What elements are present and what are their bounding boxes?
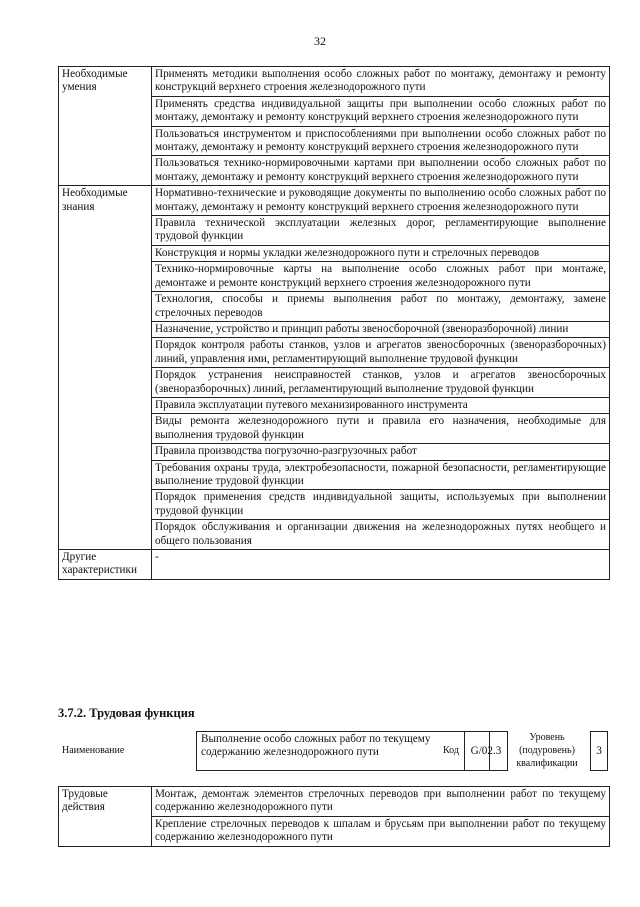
knowledge-item: Правила эксплуатации путевого механизированного инструмента xyxy=(152,397,610,413)
knowledge-item: Порядок контроля работы станков, узлов и агрегатов звеносборочных (звеноразборочных) линий, управления ими, регламентирующий выполнение трудовой функции xyxy=(152,338,610,368)
skill-item: Применять средства индивидуальной защиты при выполнении особо сложных работ по монтажу, демонтажу и ремонту конструкций верхнего строения железнодорожного пути xyxy=(152,96,610,126)
knowledge-item: Технология, способы и приемы выполнения работ по монтажу, демонтажу, замене стрелочных переводов xyxy=(152,292,610,322)
knowledge-item: Правила технической эксплуатации железных дорог, регламентирующие выполнение трудовой функции xyxy=(152,216,610,246)
actions-label: Трудовые действия xyxy=(59,787,152,847)
level-label: Уровень (подуровень) квалификации xyxy=(516,732,578,769)
knowledge-item: Порядок обслуживания и организации движения на железнодорожных путях необщего и общего пользования xyxy=(152,520,610,550)
skill-item: Применять методики выполнения особо сложных работ по монтажу, демонтажу и ремонту конструкций верхнего строения железнодорожного пути xyxy=(152,67,610,97)
action-item: Монтаж, демонтаж элементов стрелочных переводов при выполнении работ по текущему содержанию железнодорожного пути xyxy=(152,787,610,817)
actions-table xyxy=(58,786,610,847)
knowledge-item: Требования охраны труда, электробезопасности, пожарной безопасности, регламентирующие выполнение трудовой функции xyxy=(152,460,610,490)
action-item: Крепление стрелочных переводов к шпалам и брусьям при выполнении работ по текущему содержанию железнодорожного пути xyxy=(152,816,610,846)
function-header xyxy=(58,731,610,775)
knowledge-item: Правила производства погрузочно-разгрузочных работ xyxy=(152,444,610,460)
other-value: - xyxy=(152,550,610,580)
requirements-table xyxy=(58,66,610,580)
table-row xyxy=(59,787,610,817)
knowledge-item: Нормативно-технические и руководящие документы по выполнению особо сложных работ по монтажу, демонтажу и ремонту конструкций верхнего строения железнодорожного пути xyxy=(152,186,610,216)
table-row xyxy=(59,550,610,580)
section-title: 3.7.2. Трудовая функция xyxy=(58,706,195,720)
function-name: Выполнение особо сложных работ по текущему содержанию железнодорожного пути xyxy=(196,731,490,771)
table-row xyxy=(59,67,610,97)
skills-label: Необходимые умения xyxy=(59,67,152,186)
table-row xyxy=(59,186,610,216)
knowledge-label: Необходимые знания xyxy=(59,186,152,550)
other-label: Другие характеристики xyxy=(59,550,152,580)
name-label: Наименование xyxy=(62,745,125,756)
knowledge-item: Порядок устранения неисправностей станков, узлов и агрегатов звеносборочных (звеноразборочных) линий, регламентирующий выполнение трудовой функции xyxy=(152,368,610,398)
knowledge-item: Технико-нормировочные карты на выполнение особо сложных работ при монтаже, демонтаже и ремонте конструкций верхнего строения железнодорожного пути xyxy=(152,262,610,292)
skill-item: Пользоваться технико-нормировочными картами при выполнении особо сложных работ по монтажу, демонтажу и ремонту конструкций верхнего строения железнодорожного пути xyxy=(152,156,610,186)
function-code: G/02.3 xyxy=(464,731,508,771)
knowledge-item: Виды ремонта железнодорожного пути и правила его назначения, необходимые для выполнения трудовой функции xyxy=(152,414,610,444)
function-level: 3 xyxy=(590,731,608,771)
knowledge-item: Порядок применения средств индивидуальной защиты, используемых при выполнении трудовой функции xyxy=(152,490,610,520)
page-number: 32 xyxy=(314,34,326,48)
knowledge-item: Назначение, устройство и принцип работы звеносборочной (звеноразборочной) линии xyxy=(152,321,610,337)
code-label: Код xyxy=(443,745,459,756)
skill-item: Пользоваться инструментом и приспособлениями при выполнении особо сложных работ по монтажу, демонтажу и ремонту конструкций верхнего строения железнодорожного пути xyxy=(152,126,610,156)
knowledge-item: Конструкция и нормы укладки железнодорожного пути и стрелочных переводов xyxy=(152,245,610,261)
